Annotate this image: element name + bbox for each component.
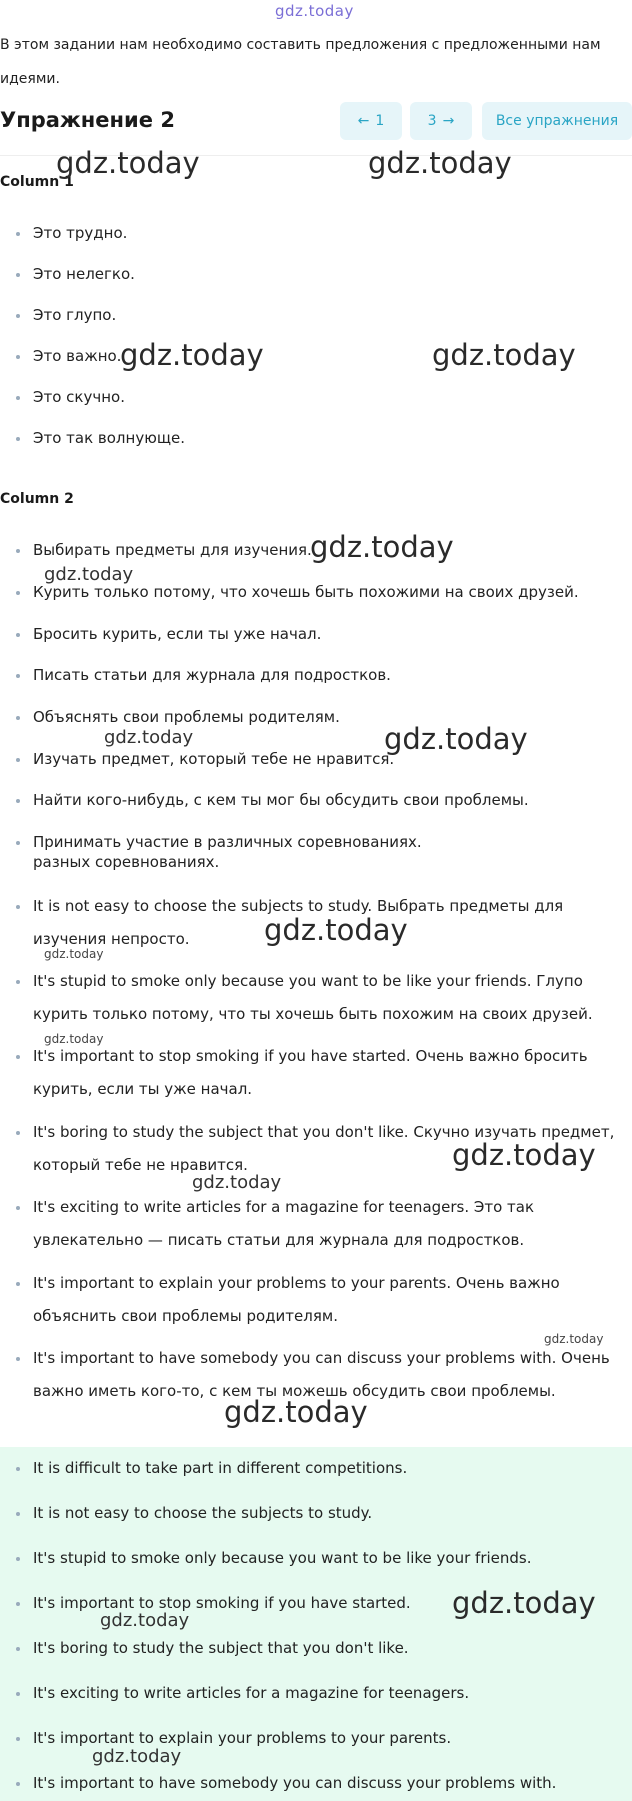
list-item: It's exciting to write articles for a magazine for teenagers. xyxy=(0,1682,632,1727)
watermark: gdz.today xyxy=(100,1610,190,1631)
arrow-right-icon: → xyxy=(442,113,455,129)
watermark: gdz.today xyxy=(384,722,528,756)
page-title: Упражнение 2 xyxy=(0,108,175,132)
watermark: gdz.today xyxy=(452,1138,596,1172)
watermark: gdz.today xyxy=(264,913,408,947)
watermark: gdz.today xyxy=(224,1395,368,1429)
prev-exercise-label: 1 xyxy=(375,113,385,129)
intro-text: В этом задании нам необходимо составить предложения с предложенными нам идеями. xyxy=(0,37,601,87)
list-item: Выбирать предметы для изучения. xyxy=(0,540,312,560)
arrow-left-icon: ← xyxy=(357,113,370,129)
watermark: gdz.today xyxy=(432,338,576,372)
list-item: Это нелегко. xyxy=(0,264,632,305)
column1-heading: Column 1 xyxy=(0,174,74,190)
watermark: gdz.today xyxy=(56,146,200,180)
list-item: Это трудно. xyxy=(0,223,632,264)
column2-heading: Column 2 xyxy=(0,491,74,507)
prev-exercise-button[interactable] xyxy=(340,102,402,140)
list-item: Изучать предмет, который тебе не нравится. xyxy=(0,749,394,769)
list-item: Найти кого-нибудь, с кем ты мог бы обсудить свои проблемы. xyxy=(0,790,529,810)
watermark: gdz.today xyxy=(120,338,264,372)
list-item: It's boring to study the subject that you don't like. Скучно изучать предмет, который тебе не нравится. xyxy=(0,1116,616,1182)
list-item: Принимать участие в различных соревнованиях. разных соревнованиях. xyxy=(0,832,440,872)
list-item: It's important to stop smoking if you have started. xyxy=(0,1592,632,1637)
watermark: gdz.today xyxy=(368,146,512,180)
list-item: It's stupid to smoke only because you want to be like your friends. xyxy=(0,1547,632,1592)
list-item: It is not easy to choose the subjects to study. xyxy=(0,1502,632,1547)
list-item: Бросить курить, если ты уже начал. xyxy=(0,624,321,644)
list-item: It's boring to study the subject that you don't like. xyxy=(0,1637,632,1682)
list-item: It's exciting to write articles for a magazine for teenagers. Это так увлекательно — писать статьи для журнала для подростков. xyxy=(0,1191,600,1257)
watermark: gdz.today xyxy=(452,1586,596,1620)
watermark: gdz.today xyxy=(192,1172,282,1193)
list-item: It's important to explain your problems to your parents. xyxy=(0,1727,632,1772)
site-watermark: gdz.today xyxy=(275,2,354,20)
list-item: It's stupid to smoke only because you want to be like your friends. Глупо курить только потому, что ты хочешь быть похожим на своих друзей. xyxy=(0,965,610,1031)
watermark: gdz.today xyxy=(92,1746,182,1767)
watermark: gdz.today xyxy=(310,530,454,564)
watermark: gdz.today xyxy=(44,947,104,961)
watermark: gdz.today xyxy=(44,564,134,585)
next-exercise-label: 3 xyxy=(427,113,437,129)
list-item: It's important to have somebody you can discuss your problems with. xyxy=(0,1772,632,1801)
list-item: Это так волнующе. xyxy=(0,428,632,469)
all-exercises-button[interactable]: Все упражнения xyxy=(482,102,632,140)
list-item: Это важно. xyxy=(0,346,632,387)
next-exercise-button[interactable] xyxy=(410,102,472,140)
list-item: Писать статьи для журнала для подростков. xyxy=(0,665,391,685)
watermark: gdz.today xyxy=(104,727,194,748)
list-item: It is not easy to choose the subjects to study. Выбрать предметы для изучения непросто. xyxy=(0,890,600,956)
exercise-header xyxy=(0,100,632,144)
list-item: Это глупо. xyxy=(0,305,632,346)
list-item: Курить только потому, что хочешь быть похожими на своих друзей. xyxy=(0,582,579,602)
list-item: Объяснять свои проблемы родителям. xyxy=(0,707,340,727)
watermark: gdz.today xyxy=(44,1032,104,1046)
list-item: It's important to explain your problems to your parents. Очень важно объяснить свои проблемы родителям. xyxy=(0,1267,600,1333)
list-item: It's important to stop smoking if you have started. Очень важно бросить курить, если ты уже начал. xyxy=(0,1040,610,1106)
watermark: gdz.today xyxy=(544,1332,604,1346)
list-item: It is difficult to take part in different competitions. xyxy=(0,1457,632,1502)
list-item: It's important to have somebody you can discuss your problems with. Очень важно иметь кого-то, с кем ты можешь обсудить свои проблемы. xyxy=(0,1342,616,1408)
list-item: Это скучно. xyxy=(0,387,632,428)
